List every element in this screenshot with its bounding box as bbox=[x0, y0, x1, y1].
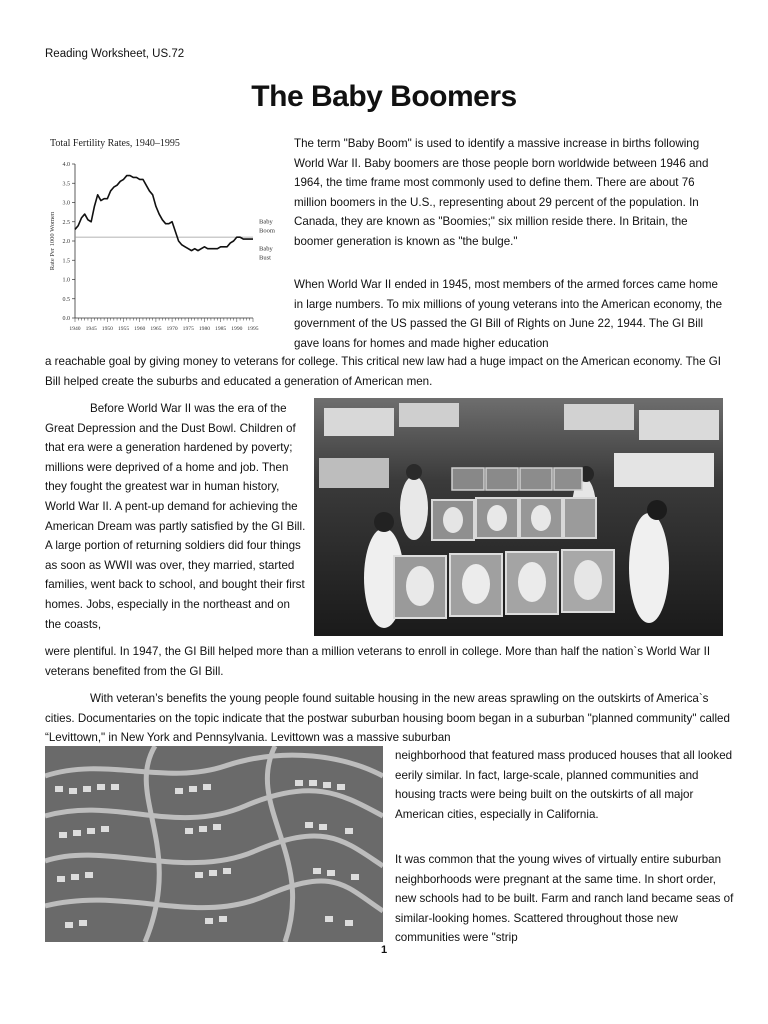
x-tick-label: 1970 bbox=[166, 326, 178, 332]
worksheet-label: Reading Worksheet, US.72 bbox=[45, 48, 185, 60]
paragraph-baby-boom-definition: The term "Baby Boom" is used to identify a massive increase in births following World War II. Baby boomers are those people born worldwide between 1946 and 1964, the time frame most commonly used to define them. There are about 76 million boomers in the U.S., representing about 29 percent of the population. In Canada, they are known as "Boomies;" six million reside there. In Britain, the boomer generation is known as "the bulge." bbox=[294, 137, 709, 248]
nursery-photo bbox=[314, 398, 723, 636]
chart-title: Total Fertility Rates, 1940–1995 bbox=[50, 138, 180, 149]
y-tick-label: 1.0 bbox=[62, 277, 70, 284]
y-tick-label: 1.5 bbox=[62, 258, 70, 265]
x-tick-label: 1945 bbox=[85, 326, 97, 332]
x-tick-label: 1990 bbox=[231, 326, 243, 332]
fertility-chart-svg bbox=[45, 134, 285, 334]
x-tick-label: 1955 bbox=[117, 326, 130, 332]
fertility-chart bbox=[45, 134, 285, 334]
y-tick-label: 0.5 bbox=[62, 296, 70, 303]
x-tick-label: 1950 bbox=[101, 326, 113, 332]
y-tick-label: 2.0 bbox=[62, 239, 70, 245]
y-tick-label: 4.0 bbox=[62, 162, 70, 168]
y-tick-label: 3.5 bbox=[62, 181, 70, 188]
annotation-baby-bust-line2: Bust bbox=[259, 254, 271, 262]
levittown-aerial-photo bbox=[45, 746, 383, 942]
paragraph-great-depression-cont: were plentiful. In 1947, the GI Bill helped more than a million veterans to enroll in college. More than half the nation`s World War II veterans benefited from the GI Bill. bbox=[45, 645, 711, 678]
page-number: 1 bbox=[380, 944, 388, 956]
y-tick-label: 3.0 bbox=[62, 200, 70, 207]
x-tick-label: 1980 bbox=[198, 326, 211, 332]
paragraph-gi-bill-top: When World War II ended in 1945, most members of the armed forces came home in large numbers. To mix millions of young veterans into the American economy, the government of the US passed the GI Bill of Rights on June 22, 1944. The GI Bill gave loans for homes and made higher education bbox=[294, 278, 723, 350]
series-line bbox=[75, 176, 253, 251]
annotation-baby-bust-line1: Baby bbox=[259, 245, 273, 253]
y-axis-label: Rate Per 1000 Women bbox=[49, 211, 56, 271]
y-tick-label: 0.0 bbox=[62, 316, 70, 322]
x-tick-label: 1985 bbox=[215, 326, 227, 332]
paragraph-gi-bill-bottom: a reachable goal by giving money to veterans for college. This critical new law had a huge impact on the American economy. The GI Bill helped create the suburbs and educated a generation of American men. bbox=[45, 355, 722, 388]
x-tick-label: 1940 bbox=[69, 326, 81, 332]
page-title: The Baby Boomers bbox=[251, 80, 517, 113]
x-tick-label: 1995 bbox=[247, 326, 259, 332]
paragraph-great-depression: Before World War II was the era of the Great Depression and the Dust Bowl. Children of that era were a generation hardened by poverty; millions were deprived of a home and job. Then they fought the greatest war in human history, World War II. A pent-up demand for achieving the American Dream was partly satisfied by the GI Bill. A large portion of returning soldiers did four things as soon as WWII was over, they married, started families, went back to school, and bought their first homes. Jobs, especially in the northeast and on the coasts, bbox=[45, 402, 306, 631]
paragraph-young-wives: It was common that the young wives of virtually entire suburban neighborhoods were pregnant at the same time. In short order, new schools had to be built. Farm and ranch land became seas of similar-looking homes. Scattered throughout those new communities were "strip bbox=[395, 853, 734, 945]
paragraph-levittown-top: With veteran’s benefits the young people found suitable housing in the new areas sprawling on the outskirts of America`s cities. Documentaries on the topic indicate that the postwar suburban housing boom began in a suburban "planned community" called “Levittown," in New York and Pennsylvania. Levittown was a massive suburban bbox=[45, 692, 730, 745]
x-tick-label: 1975 bbox=[182, 326, 194, 332]
x-tick-label: 1965 bbox=[150, 326, 162, 332]
annotation-baby-boom-line1: Baby bbox=[259, 218, 273, 226]
y-tick-label: 2.5 bbox=[62, 219, 70, 226]
paragraph-levittown-right: neighborhood that featured mass produced houses that all looked eerily similar. In fact, large-scale, planned communities and housing tracts were being built on the outskirts of all major American cities, especially in California. bbox=[395, 749, 733, 821]
annotation-baby-boom-line2: Boom bbox=[259, 227, 275, 235]
x-tick-label: 1960 bbox=[134, 326, 146, 332]
